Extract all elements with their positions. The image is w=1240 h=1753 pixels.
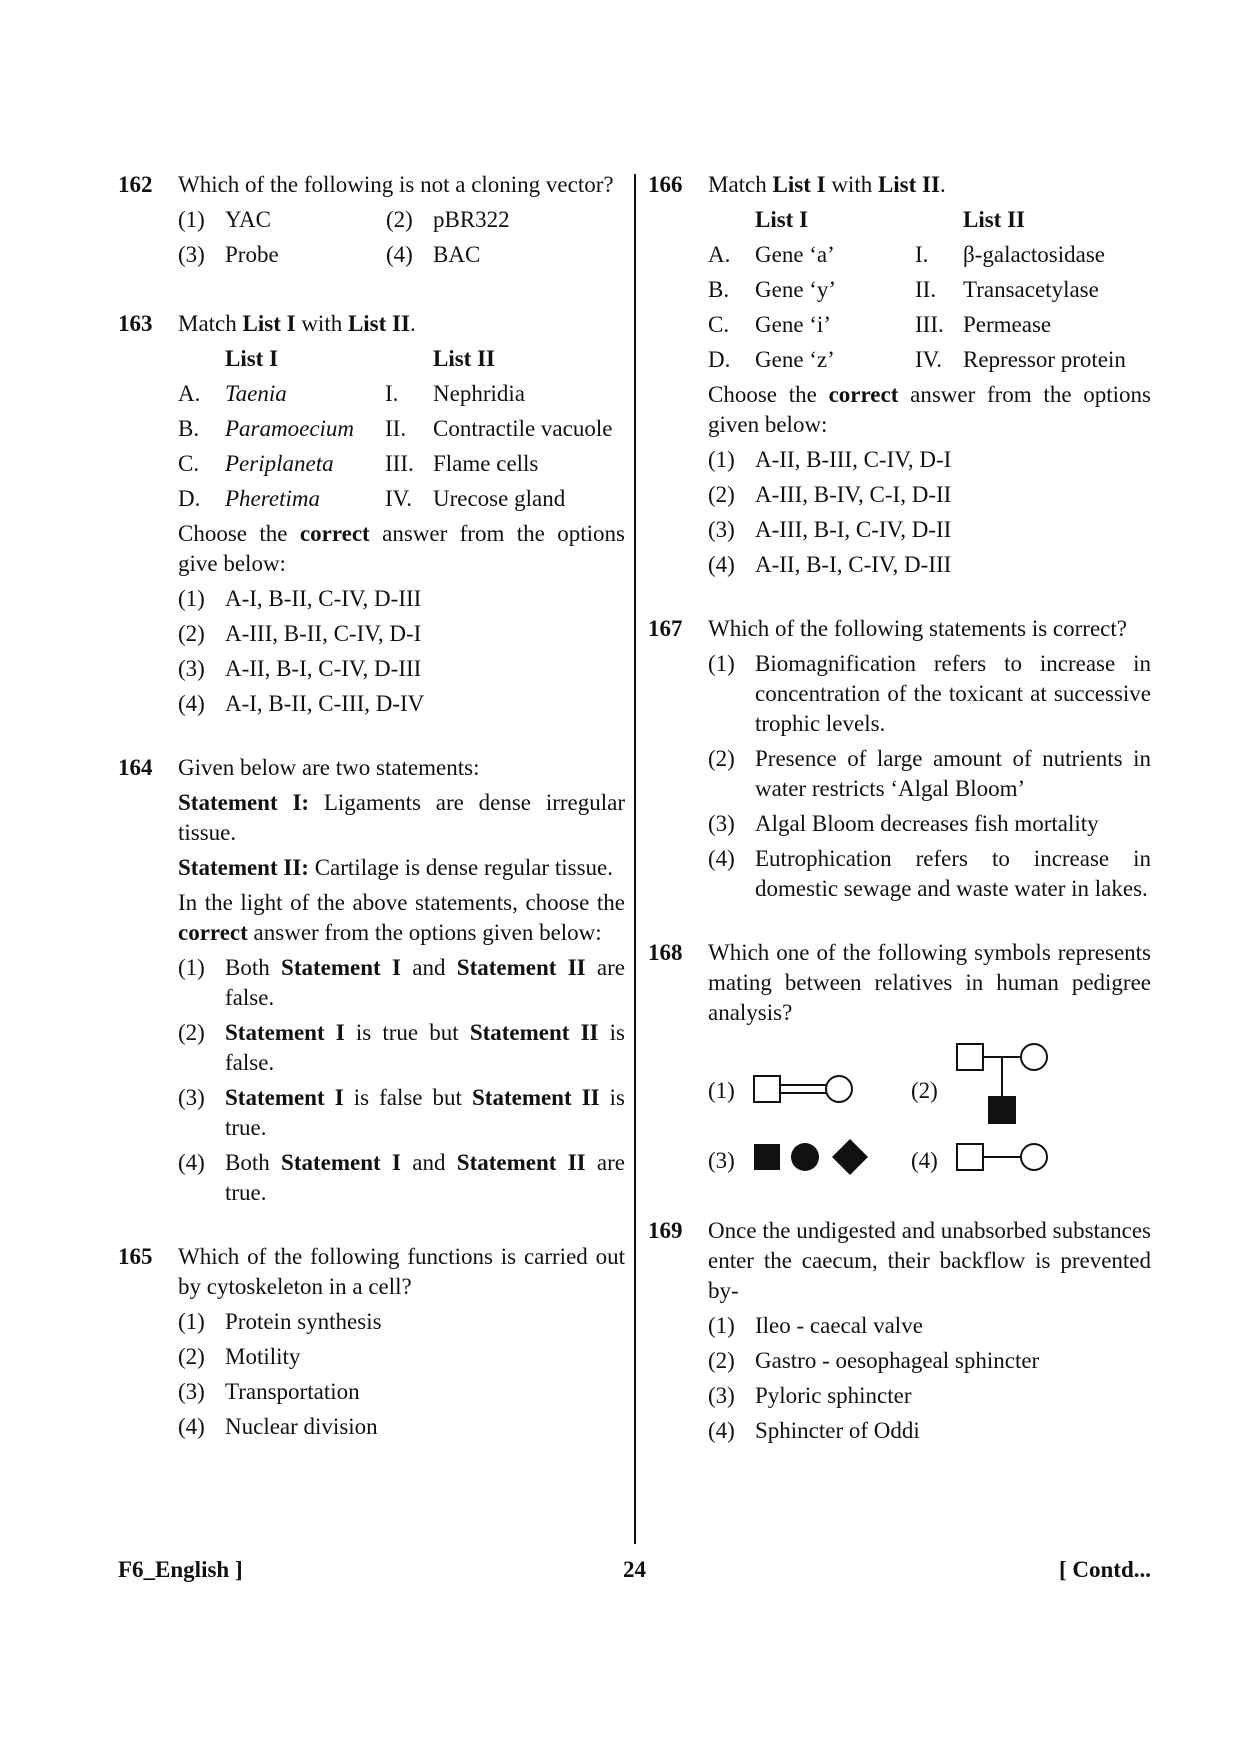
option-1[interactable]: (1) A-I, B-II, C-IV, D-III	[178, 586, 422, 611]
question-168	[648, 938, 1151, 1182]
match-row: B. Paramoecium II. Contractile vacuole	[178, 416, 613, 441]
option-3[interactable]: (3) Pyloric sphincter	[708, 1383, 912, 1408]
match-row: A. Taenia I. Nephridia	[178, 381, 525, 406]
option-2[interactable]: (2) A-III, B-II, C-IV, D-I	[178, 621, 422, 646]
option-1[interactable]: (1) Both Statement I and Statement II are false.	[178, 955, 626, 1010]
option-3-label[interactable]: (3)	[708, 1148, 735, 1173]
option-3[interactable]: (3) Probe	[178, 242, 279, 267]
options	[178, 205, 625, 275]
question-164	[118, 753, 625, 1208]
right-column	[648, 170, 1151, 1446]
option-4[interactable]: (4) Sphincter of Oddi	[708, 1418, 920, 1443]
option-2[interactable]: (2) Gastro - oesophageal sphincter	[708, 1348, 1040, 1373]
option-2[interactable]: (2) Presence of large amount of nutrients in water restricts ‘Algal Bloom’	[708, 746, 1151, 801]
paper-code: F6_English ]	[118, 1557, 243, 1582]
mating-symbol[interactable]	[957, 1144, 1047, 1170]
option-1[interactable]: (1) A-II, B-III, C-IV, D-I	[708, 447, 952, 472]
affected-individuals-symbol[interactable]	[754, 1139, 868, 1175]
match-row: A. Gene ‘a’ I. β-galactosidase	[708, 242, 1105, 267]
question-163	[118, 309, 625, 719]
question-stem: Match List I with List II.	[708, 172, 946, 197]
parents-offspring-symbol[interactable]	[957, 1044, 1047, 1123]
statement-2: Statement II: Cartilage is dense regular tissue.	[178, 855, 613, 880]
match-row: B. Gene ‘y’ II. Transacetylase	[708, 277, 1099, 302]
option-4[interactable]: (4) BAC	[386, 242, 481, 267]
option-1-label[interactable]: (1)	[708, 1078, 735, 1103]
choose-instruction: Choose the correct answer from the options give below:	[178, 521, 625, 576]
continued-marker: [ Contd...	[1058, 1557, 1151, 1582]
page-number: 24	[623, 1557, 646, 1582]
choose-instruction: Choose the correct answer from the options given below:	[708, 382, 1151, 437]
option-1[interactable]: (1) YAC	[178, 207, 272, 232]
option-4[interactable]: (4) Both Statement I and Statement II are true.	[178, 1150, 626, 1205]
option-4[interactable]: (4) A-II, B-I, C-IV, D-III	[708, 552, 952, 577]
question-stem: Once the undigested and unabsorbed substances enter the caecum, their backflow is prevented by-	[708, 1218, 1151, 1303]
question-stem: Given below are two statements:	[178, 755, 480, 780]
question-stem: Match List I with List II.	[178, 311, 416, 336]
question-166	[648, 170, 1151, 580]
question-stem: Which of the following functions is carried out by cytoskeleton in a cell?	[178, 1244, 625, 1299]
question-167	[648, 614, 1151, 904]
question-162	[118, 170, 625, 275]
left-column	[118, 170, 625, 1442]
match-row: D. Pheretima IV. Urecose gland	[178, 486, 566, 511]
question-169	[648, 1216, 1151, 1446]
option-2[interactable]: (2) Motility	[178, 1344, 301, 1369]
option-3[interactable]: (3) Transportation	[178, 1379, 360, 1404]
column-divider	[634, 174, 636, 1544]
match-list-header: List I List II	[755, 207, 1025, 232]
option-1[interactable]: (1) Ileo - caecal valve	[708, 1313, 923, 1338]
option-3[interactable]: (3) Algal Bloom decreases fish mortality	[708, 811, 1099, 836]
option-2[interactable]: (2) pBR322	[386, 207, 510, 232]
match-list-header: List I List II	[225, 346, 495, 371]
option-4[interactable]: (4) Eutrophication refers to increase in domestic sewage and waste water in lakes.	[708, 846, 1151, 901]
option-3[interactable]: (3) A-III, B-I, C-IV, D-II	[708, 517, 952, 542]
pedigree-symbols	[708, 1042, 1151, 1182]
question-stem: Which one of the following symbols represents mating between relatives in human pedigree analysis?	[708, 940, 1151, 1025]
option-1[interactable]: (1) Protein synthesis	[178, 1309, 382, 1334]
question-number: 166	[648, 172, 683, 197]
question-number: 164	[118, 755, 153, 780]
consanguineous-mating-symbol[interactable]	[754, 1076, 852, 1102]
question-number: 162	[118, 172, 153, 197]
option-4-label[interactable]: (4)	[911, 1148, 938, 1173]
option-2[interactable]: (2) Statement I is true but Statement II is false.	[178, 1020, 625, 1075]
match-row: C. Periplaneta III. Flame cells	[178, 451, 539, 476]
option-3[interactable]: (3) A-II, B-I, C-IV, D-III	[178, 656, 422, 681]
question-165	[118, 1242, 625, 1442]
question-stem: Which of the following is not a cloning vector?	[178, 172, 614, 197]
question-number: 167	[648, 616, 683, 641]
option-2-label[interactable]: (2)	[911, 1078, 938, 1103]
page-footer	[118, 1555, 1151, 1585]
statement-1: Statement I: Ligaments are dense irregular tissue.	[178, 790, 625, 845]
option-4[interactable]: (4) Nuclear division	[178, 1414, 378, 1439]
option-2[interactable]: (2) A-III, B-IV, C-I, D-II	[708, 482, 952, 507]
option-3[interactable]: (3) Statement I is false but Statement II is true.	[178, 1085, 625, 1140]
option-1[interactable]: (1) Biomagnification refers to increase in concentration of the toxicant at successive trophic levels.	[708, 651, 1151, 736]
question-stem: Which of the following statements is correct?	[708, 616, 1127, 641]
match-row: D. Gene ‘z’ IV. Repressor protein	[708, 347, 1126, 372]
pedigree-diagram	[708, 1042, 1148, 1182]
match-row: C. Gene ‘i’ III. Permease	[708, 312, 1052, 337]
option-4[interactable]: (4) A-I, B-II, C-III, D-IV	[178, 691, 425, 716]
choose-instruction: In the light of the above statements, choose the correct answer from the options given below:	[178, 890, 625, 945]
question-number: 163	[118, 311, 153, 336]
question-number: 169	[648, 1218, 683, 1243]
question-number: 168	[648, 940, 683, 965]
question-number: 165	[118, 1244, 153, 1269]
